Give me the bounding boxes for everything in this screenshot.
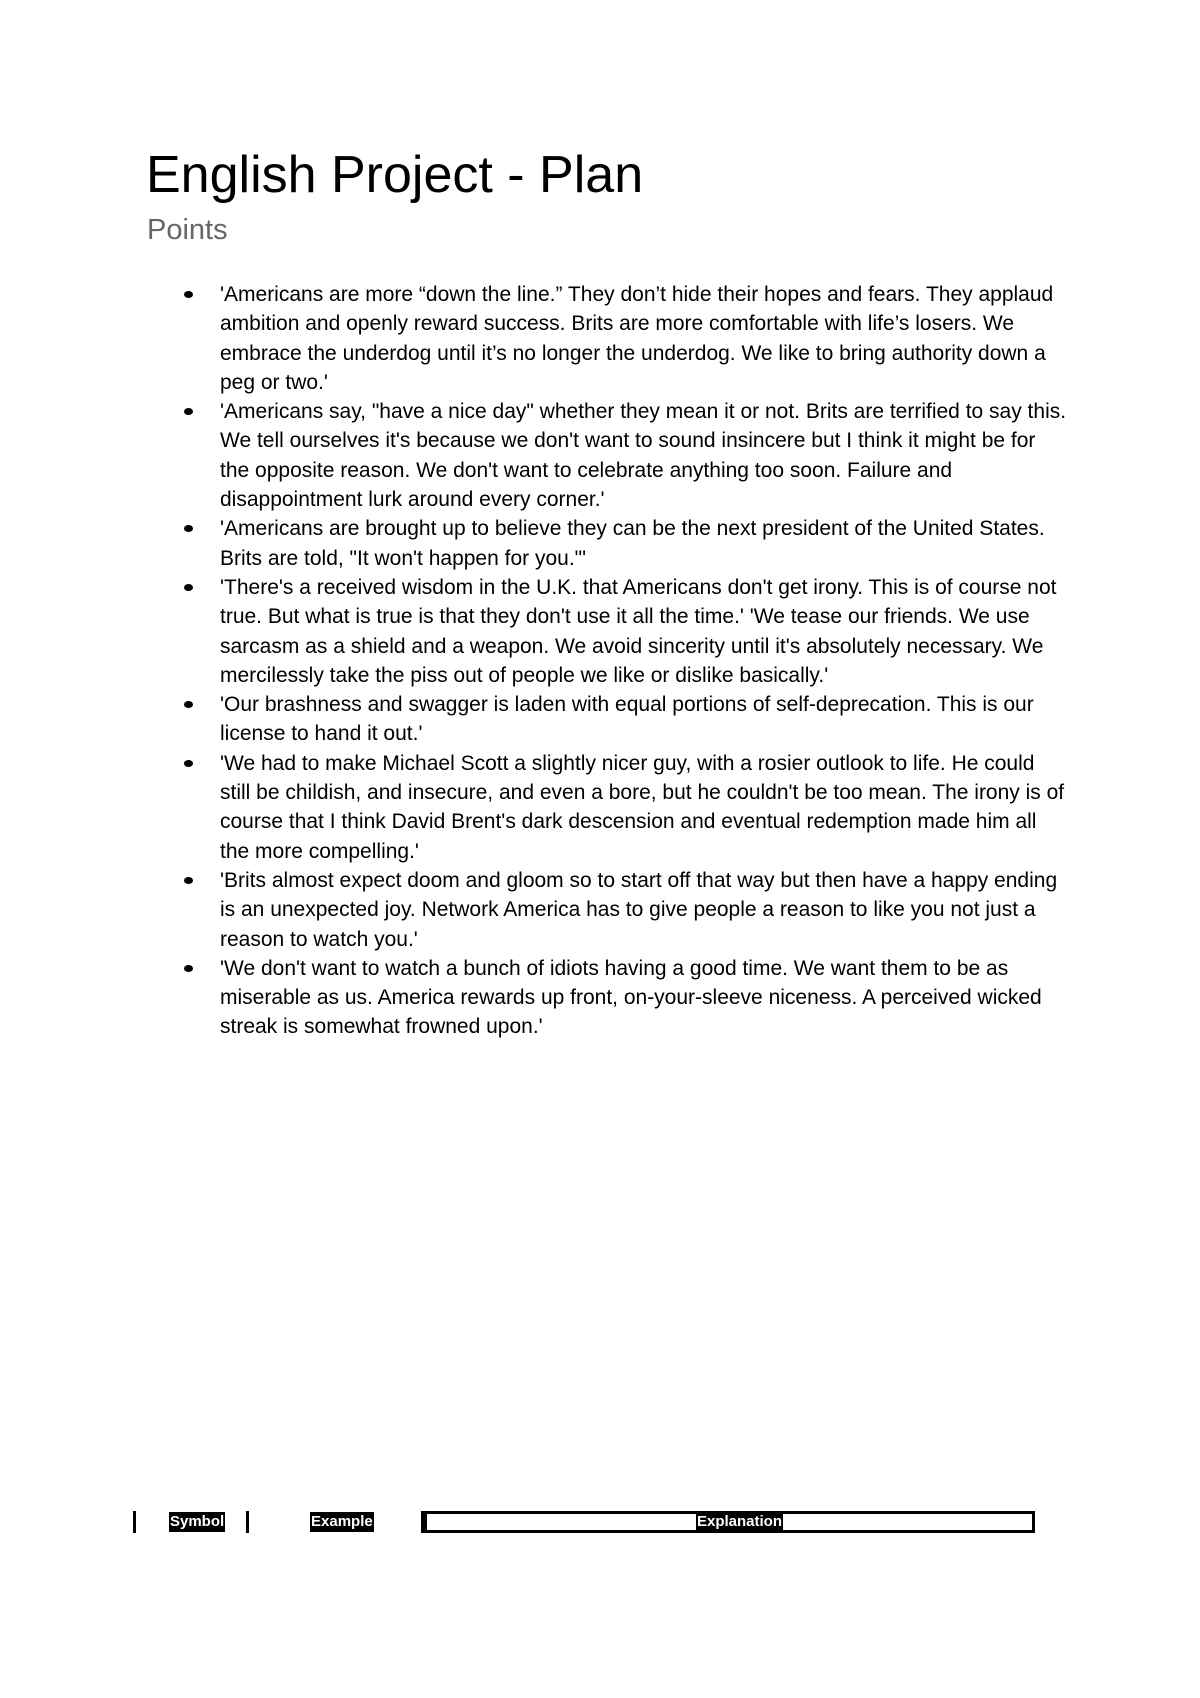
bullet-icon [184, 760, 193, 767]
example-column-header [249, 1511, 424, 1533]
explanation-header-label: Explanation [697, 1513, 783, 1530]
symbol-column-header [133, 1511, 249, 1533]
example-header-label: Example [311, 1513, 373, 1530]
list-item [180, 954, 1070, 1042]
list-item [180, 866, 1070, 954]
list-item [180, 280, 1070, 397]
bullet-icon [184, 584, 193, 591]
point-text: 'Our brashness and swagger is laden with equal portions of self-deprecation. This is our license to hand it out.' [220, 693, 1034, 746]
bullet-icon [184, 701, 193, 708]
list-item [180, 514, 1070, 573]
point-text: 'Americans are more “down the line.” They don’t hide their hopes and fears. They applaud ambition and openly reward success. Brits are more comfortable with life’s losers. We embrace the underdog until it’s no longer the underdog. We like to bring authority down a peg or two.' [220, 283, 1054, 394]
bullet-icon [184, 291, 193, 298]
point-text: 'Americans are brought up to believe they can be the next president of the United States. Brits are told, "It won't happen for you."' [220, 517, 1045, 570]
page-title: English Project - Plan [146, 146, 644, 204]
point-text: 'We don't want to watch a bunch of idiots having a good time. We want them to be as miserable as us. America rewards up front, on-your-sleeve niceness. A perceived wicked streak is somewhat frowned upon.' [220, 956, 1042, 1039]
point-text: 'Americans say, "have a nice day" whether they mean it or not. Brits are terrified to say this. We tell ourselves it's because we don't want to sound insincere but I think it might be for the opposite reason. We don't want to celebrate anything too soon. Failure and disappointment lurk around every corner.' [220, 400, 1067, 512]
symbol-header-label: Symbol [170, 1513, 225, 1530]
list-item [180, 573, 1070, 690]
bullet-icon [184, 408, 193, 415]
bullet-icon [184, 965, 193, 972]
explanation-column-header [424, 1511, 1035, 1533]
point-text: 'Brits almost expect doom and gloom so to start off that way but then have a happy ending is an unexpected joy. Network America has to give people a reason to like you not just a reason to watch you.' [220, 868, 1058, 951]
section-subtitle: Points [147, 214, 228, 246]
bullet-icon [184, 877, 193, 884]
symbol-table-header [133, 1511, 1035, 1533]
list-item [180, 749, 1070, 866]
point-text: 'There's a received wisdom in the U.K. that Americans don't get irony. This is of course not true. But what is true is that they don't use it all the time.' 'We tease our friends. We use sarcasm as a shield and a weapon. We avoid sincerity until it's absolutely necessary. We mercilessly take the piss out of people we like or dislike basically.' [220, 575, 1057, 687]
list-item [180, 690, 1070, 749]
list-item [180, 397, 1070, 514]
bullet-icon [184, 525, 193, 532]
points-list [180, 280, 1070, 1042]
point-text: 'We had to make Michael Scott a slightly nicer guy, with a rosier outlook to life. He could still be childish, and insecure, and even a bore, but he couldn't be too mean. The irony is of course that I think David Brent's dark descension and eventual redemption made him all the more compelling.' [220, 751, 1065, 863]
